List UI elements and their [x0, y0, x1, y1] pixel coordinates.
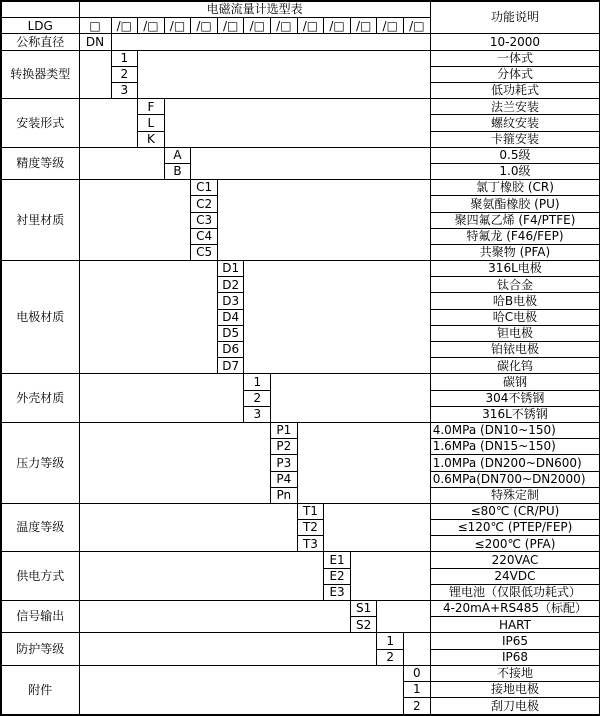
code-cell: C4	[191, 228, 218, 244]
code-cell: Pn	[271, 487, 298, 503]
description-cell: 刮刀电极	[430, 698, 600, 715]
description-cell: 哈B电极	[430, 293, 600, 309]
code-cell: F	[138, 99, 165, 115]
code-cell: 2	[244, 390, 271, 406]
left-spacer	[79, 601, 350, 633]
category-label: 公称直径	[1, 34, 79, 50]
right-spacer	[377, 601, 430, 633]
description-cell: 钛合金	[430, 277, 600, 293]
category-label: 压力等级	[1, 422, 79, 503]
description-cell: 碳钢	[430, 374, 600, 390]
code-cell: 1	[244, 374, 271, 390]
description-cell: 304不锈钢	[430, 390, 600, 406]
code-cell: 1	[111, 50, 138, 66]
description-cell: 24VDC	[430, 568, 600, 584]
code-cell: C1	[191, 180, 218, 196]
left-spacer	[79, 261, 217, 374]
code-cell: S2	[350, 617, 377, 633]
code-cell: 1	[404, 681, 431, 697]
description-cell: 低功耗式	[430, 83, 600, 99]
model-prefix: LDG	[1, 18, 79, 34]
right-spacer	[271, 374, 431, 423]
left-spacer	[79, 633, 377, 665]
model-digit-box: □	[79, 18, 111, 34]
code-cell: 3	[244, 406, 271, 422]
model-slot-box: /□	[271, 18, 298, 34]
description-cell: 共聚物 (PFA)	[430, 244, 600, 260]
category-label: 供电方式	[1, 552, 79, 601]
description-cell: HART	[430, 617, 600, 633]
description-cell: 1.0级	[430, 163, 600, 179]
left-spacer	[79, 503, 297, 552]
description-cell: ≤80℃ (CR/PU)	[430, 503, 600, 519]
description-cell: 特殊定制	[430, 487, 600, 503]
description-cell: 分体式	[430, 66, 600, 82]
code-cell: E3	[324, 584, 351, 600]
code-cell: B	[164, 163, 191, 179]
description-cell: 钽电极	[430, 325, 600, 341]
description-cell: 不接地	[430, 665, 600, 681]
code-cell: S1	[350, 601, 377, 617]
left-spacer	[79, 665, 404, 715]
model-slot-box: /□	[191, 18, 218, 34]
left-spacer	[79, 147, 164, 179]
code-cell: P1	[271, 422, 298, 438]
description-cell: 220VAC	[430, 552, 600, 568]
description-cell: 卡箍安装	[430, 131, 600, 147]
right-spacer	[244, 261, 430, 374]
model-slot-box: /□	[350, 18, 377, 34]
category-label: 精度等级	[1, 147, 79, 179]
code-cell: 3	[111, 83, 138, 99]
code-cell: D5	[217, 325, 244, 341]
corner-blank	[1, 1, 79, 18]
model-slot-box: /□	[377, 18, 404, 34]
category-label: 外壳材质	[1, 374, 79, 423]
model-slot-box: /□	[404, 18, 431, 34]
description-cell: 碳化钨	[430, 358, 600, 374]
description-cell: 接地电极	[430, 681, 600, 697]
model-slot-box: /□	[138, 18, 165, 34]
code-cell: P3	[271, 455, 298, 471]
description-cell: ≤200℃ (PFA)	[430, 536, 600, 552]
table-title: 电磁流量计选型表	[79, 1, 430, 18]
code-cell: E2	[324, 568, 351, 584]
right-spacer	[297, 422, 430, 503]
category-label: 安装形式	[1, 99, 79, 148]
category-label: 防护等级	[1, 633, 79, 665]
description-cell: 氯丁橡胶 (CR)	[430, 180, 600, 196]
code-cell: T2	[297, 520, 324, 536]
code-cell: D2	[217, 277, 244, 293]
description-cell: ≤120℃ (PTEP/FEP)	[430, 520, 600, 536]
right-spacer	[350, 552, 430, 601]
description-cell: 1.0MPa (DN200~DN600)	[430, 455, 600, 471]
right-spacer	[191, 147, 430, 179]
left-spacer	[79, 422, 271, 503]
right-spacer	[111, 34, 430, 50]
description-cell: 特氟龙 (F46/FEP)	[430, 228, 600, 244]
code-cell: C3	[191, 212, 218, 228]
function-column-header: 功能说明	[430, 1, 600, 34]
code-cell: P2	[271, 439, 298, 455]
model-slot-box: /□	[217, 18, 244, 34]
model-slot-box: /□	[324, 18, 351, 34]
code-cell: D6	[217, 342, 244, 358]
category-label: 附件	[1, 665, 79, 715]
code-cell: 2	[404, 698, 431, 715]
description-cell: IP68	[430, 649, 600, 665]
code-cell: C5	[191, 244, 218, 260]
model-slot-box: /□	[297, 18, 324, 34]
description-cell: 4.0MPa (DN10~150)	[430, 422, 600, 438]
left-spacer	[79, 50, 111, 99]
code-cell: DN	[79, 34, 111, 50]
model-slot-box: /□	[164, 18, 191, 34]
right-spacer	[164, 99, 430, 148]
code-cell: T3	[297, 536, 324, 552]
description-cell: 聚氨酯橡胶 (PU)	[430, 196, 600, 212]
description-cell: IP65	[430, 633, 600, 649]
left-spacer	[79, 374, 244, 423]
code-cell: D1	[217, 261, 244, 277]
code-cell: D7	[217, 358, 244, 374]
right-spacer	[138, 50, 431, 99]
description-cell: 0.5级	[430, 147, 600, 163]
left-spacer	[79, 99, 138, 148]
code-cell: E1	[324, 552, 351, 568]
code-cell: A	[164, 147, 191, 163]
category-label: 温度等级	[1, 503, 79, 552]
model-slot-box: /□	[244, 18, 271, 34]
left-spacer	[79, 180, 191, 261]
description-cell: 聚四氟乙烯 (F4/PTFE)	[430, 212, 600, 228]
right-spacer	[217, 180, 430, 261]
description-cell: 哈C电极	[430, 309, 600, 325]
code-cell: K	[138, 131, 165, 147]
left-spacer	[79, 552, 324, 601]
code-cell: 2	[377, 649, 404, 665]
right-spacer	[324, 503, 430, 552]
right-spacer	[404, 633, 431, 665]
model-slot-box: /□	[111, 18, 138, 34]
code-cell: L	[138, 115, 165, 131]
description-cell: 316L不锈钢	[430, 406, 600, 422]
code-cell: T1	[297, 503, 324, 519]
category-label: 电极材质	[1, 261, 79, 374]
description-cell: 316L电极	[430, 261, 600, 277]
description-cell: 0.6MPa(DN700~DN2000)	[430, 471, 600, 487]
code-cell: D3	[217, 293, 244, 309]
description-cell: 4-20mA+RS485（标配）	[430, 601, 600, 617]
category-label: 转换器类型	[1, 50, 79, 99]
description-cell: 法兰安装	[430, 99, 600, 115]
code-cell: D4	[217, 309, 244, 325]
description-cell: 螺纹安装	[430, 115, 600, 131]
description-cell: 锂电池（仅限低功耗式）	[430, 584, 600, 600]
code-cell: C2	[191, 196, 218, 212]
description-cell: 铂铱电极	[430, 342, 600, 358]
description-cell: 一体式	[430, 50, 600, 66]
category-label: 衬里材质	[1, 180, 79, 261]
code-cell: P4	[271, 471, 298, 487]
code-cell: 0	[404, 665, 431, 681]
code-cell: 1	[377, 633, 404, 649]
code-cell: 2	[111, 66, 138, 82]
description-cell: 10-2000	[430, 34, 600, 50]
category-label: 信号输出	[1, 601, 79, 633]
description-cell: 1.6MPa (DN15~150)	[430, 439, 600, 455]
